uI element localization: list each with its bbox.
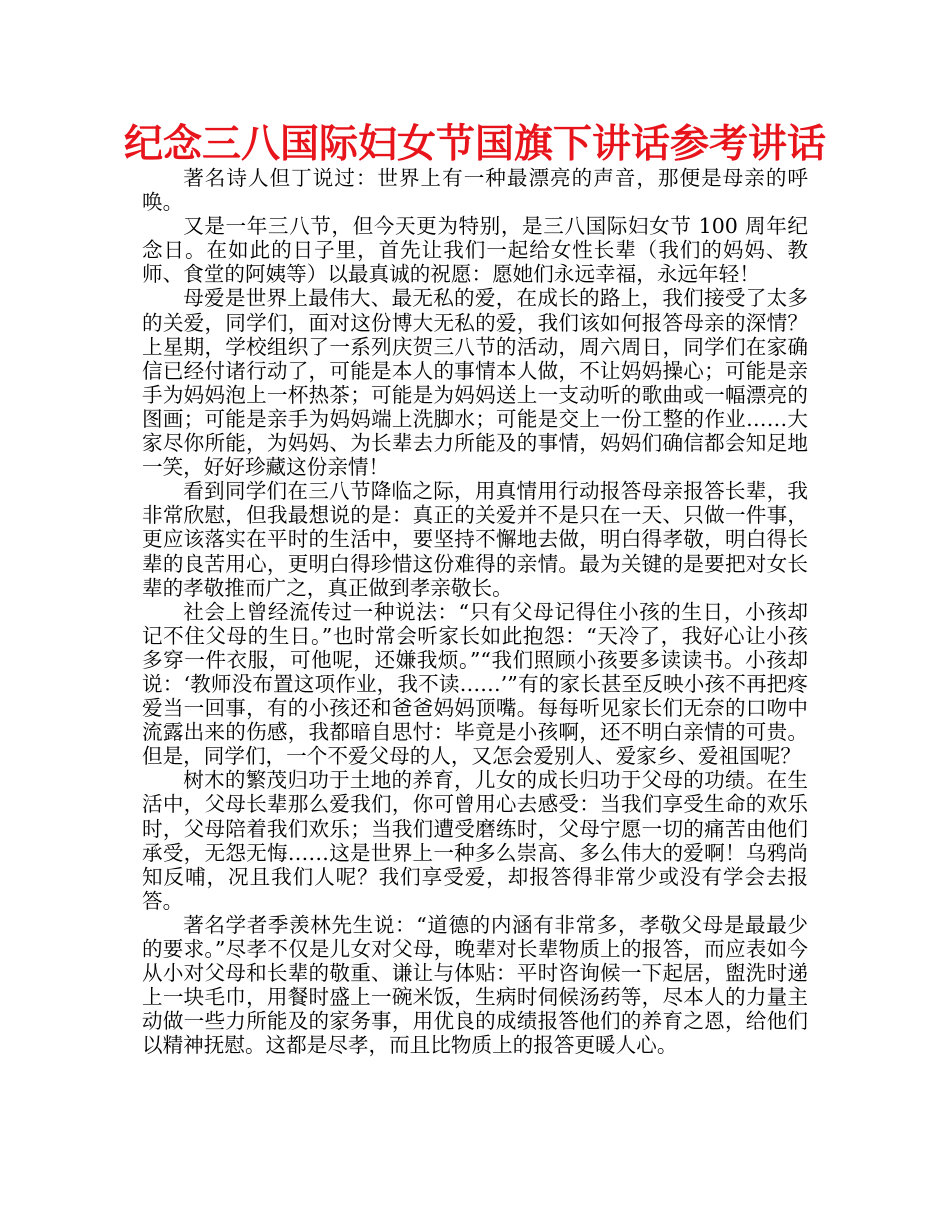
document-title: 纪念三八国际妇女节国旗下讲话参考讲话 xyxy=(123,122,826,167)
paragraph-7: 著名学者季羡林先生说：“道德的内涵有非常多，孝敬父母是最最少的要求。”尽孝不仅是儿女对父母，晚辈对长辈物质上的报答，而应表如今从小对父母和长辈的敬重、谦让与体贴：平时咨询候一下起居，盥洗时递上一块毛巾，用餐时盛上一碗米饭，生病时伺候汤药等，尽本人的力量主动做一些力所能及的家务事，用优良的成绩报答他们的养育之恩，给他们以精神抚慰。这都是尽孝，而且比物质上的报答更暖人心。 xyxy=(142,912,808,1058)
paragraph-6: 树木的繁茂归功于土地的养育，儿女的成长归功于父母的功绩。在生活中，父母长辈那么爱我们，你可曾用心去感受：当我们享受生命的欢乐时，父母陪着我们欢乐；当我们遭受磨练时，父母宁愿一切的痛苦由他们承受，无怨无悔……这是世界上一种多么崇高、多么伟大的爱啊！乌鸦尚知反哺，况且我们人呢？我们享受爱，却报答得非常少或没有学会去报答。 xyxy=(142,768,808,913)
paragraph-4: 看到同学们在三八节降临之际，用真情用行动报答母亲报答长辈，我非常欣慰，但我最想说的是：真正的关爱并不是只在一天、只做一件事，更应该落实在平时的生活中，要坚持不懈地去做，明白得孝敬，明白得长辈的良苦用心，更明白得珍惜这份难得的亲情。最为关键的是要把对女长辈的孝敬推而广之，真正做到孝亲敬长。 xyxy=(142,479,808,600)
paragraph-2: 又是一年三八节，但今天更为特别，是三八国际妇女节 100 周年纪念日。在如此的日子里，首先让我们一起给女性长辈（我们的妈妈、教师、食堂的阿姨等）以最真诚的祝愿：愿她们永远幸福，永远年轻！ xyxy=(142,214,808,287)
paragraph-3: 母爱是世界上最伟大、最无私的爱，在成长的路上，我们接受了太多的关爱，同学们，面对这份博大无私的爱，我们该如何报答母亲的深情？上星期，学校组织了一系列庆贺三八节的活动，周六周日，同学们在家确信已经付诸行动了，可能是本人的事情本人做，不让妈妈操心；可能是亲手为妈妈泡上一杯热茶；可能是为妈妈送上一支动听的歌曲或一幅漂亮的图画；可能是亲手为妈妈端上洗脚水；可能是交上一份工整的作业……大家尽你所能，为妈妈、为长辈去力所能及的事情，妈妈们确信都会知足地一笑，好好珍藏这份亲情！ xyxy=(142,286,808,480)
paragraph-5: 社会上曾经流传过一种说法：“只有父母记得住小孩的生日，小孩却记不住父母的生日。”也时常会听家长如此抱怨：“天冷了，我好心让小孩多穿一件衣服，可他呢，还嫌我烦。”“我们照顾小孩要多读读书。小孩却说：‘教师没布置这项作业，我不读……’”有的家长甚至反映小孩不再把疼爱当一回事，有的小孩还和爸爸妈妈顶嘴。每每听见家长们无奈的口吻中流露出来的伤感，我都暗自思忖：毕竟是小孩啊，还不明白亲情的可贵。但是，同学们，一个不爱父母的人，又怎会爱别人、爱家乡、爱祖国呢？ xyxy=(142,599,808,769)
paragraph-1: 著名诗人但丁说过：世界上有一种最漂亮的声音，那便是母亲的呼唤。 xyxy=(142,166,808,215)
document-body xyxy=(142,166,808,1057)
